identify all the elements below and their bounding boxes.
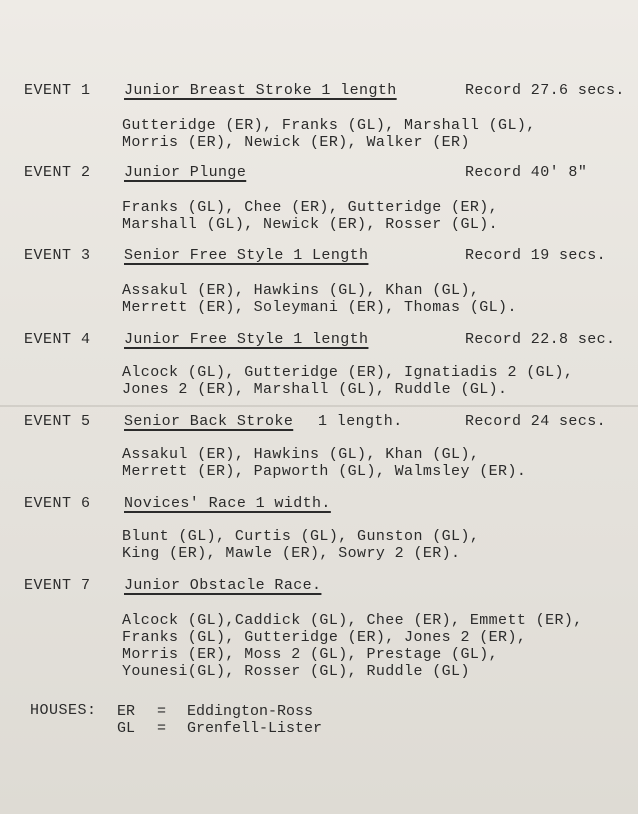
event-label: EVENT 4 [24,331,91,348]
entrant-line: Franks (GL), Chee (ER), Gutteridge (ER), [122,199,499,216]
event-record: Record 40' 8" [465,164,588,181]
entrant-line: Marshall (GL), Newick (ER), Rosser (GL). [122,216,499,233]
event-title: Novices' Race 1 width. [124,495,331,512]
event-2-header [0,162,638,184]
entrant-line: King (ER), Mawle (ER), Sowry 2 (ER). [122,545,461,562]
event-label: EVENT 3 [24,247,91,264]
event-label: EVENT 2 [24,164,91,181]
event-distance: 1 length. [318,413,403,430]
event-label: EVENT 5 [24,413,91,430]
house-equals: = [157,703,167,720]
house-code: ER [117,703,136,720]
event-6-header [0,493,638,515]
entrant-line: Assakul (ER), Hawkins (GL), Khan (GL), [122,282,480,299]
entrant-line: Morris (ER), Moss 2 (GL), Prestage (GL), [122,646,499,663]
event-record: Record 27.6 secs. [465,82,625,99]
event-record: Record 19 secs. [465,247,607,264]
house-name: Grenfell-Lister [187,720,323,737]
entrant-line: Morris (ER), Newick (ER), Walker (ER) [122,134,470,151]
entrant-line: Younesi(GL), Rosser (GL), Ruddle (GL) [122,663,470,680]
entrant-line: Merrett (ER), Papworth (GL), Walmsley (ER). [122,463,527,480]
entrant-line: Jones 2 (ER), Marshall (GL), Ruddle (GL). [122,381,508,398]
house-gl [117,720,322,738]
entrant-line: Merrett (ER), Soleymani (ER), Thomas (GL). [122,299,517,316]
house-er [117,703,313,721]
entrant-line: Blunt (GL), Curtis (GL), Gunston (GL), [122,528,480,545]
houses-label: HOUSES: [30,702,97,719]
event-record: Record 24 secs. [465,413,607,430]
event-label: EVENT 1 [24,82,91,99]
paper-fold [0,405,638,407]
event-1-header [0,80,638,102]
house-code: GL [117,720,136,737]
entrant-line: Franks (GL), Gutteridge (ER), Jones 2 (ER), [122,629,527,646]
event-title: Junior Free Style 1 length [124,331,369,348]
event-title: Junior Breast Stroke 1 length [124,82,397,99]
event-4-header [0,329,638,351]
event-title: Senior Free Style 1 Length [124,247,369,264]
entrant-line: Gutteridge (ER), Franks (GL), Marshall (GL), [122,117,536,134]
event-label: EVENT 7 [24,577,91,594]
event-record: Record 22.8 sec. [465,331,616,348]
house-name: Eddington-Ross [187,703,314,720]
event-title: Junior Plunge [124,164,247,181]
event-5-header [0,411,638,433]
house-equals: = [157,720,167,737]
event-title: Junior Obstacle Race. [124,577,322,594]
entrant-line: Alcock (GL),Caddick (GL), Chee (ER), Emmett (ER), [122,612,583,629]
event-label: EVENT 6 [24,495,91,512]
event-title: Senior Back Stroke [124,413,294,430]
event-3-header [0,245,638,267]
entrant-line: Alcock (GL), Gutteridge (ER), Ignatiadis 2 (GL), [122,364,574,381]
event-7-header [0,575,638,597]
entrant-line: Assakul (ER), Hawkins (GL), Khan (GL), [122,446,480,463]
